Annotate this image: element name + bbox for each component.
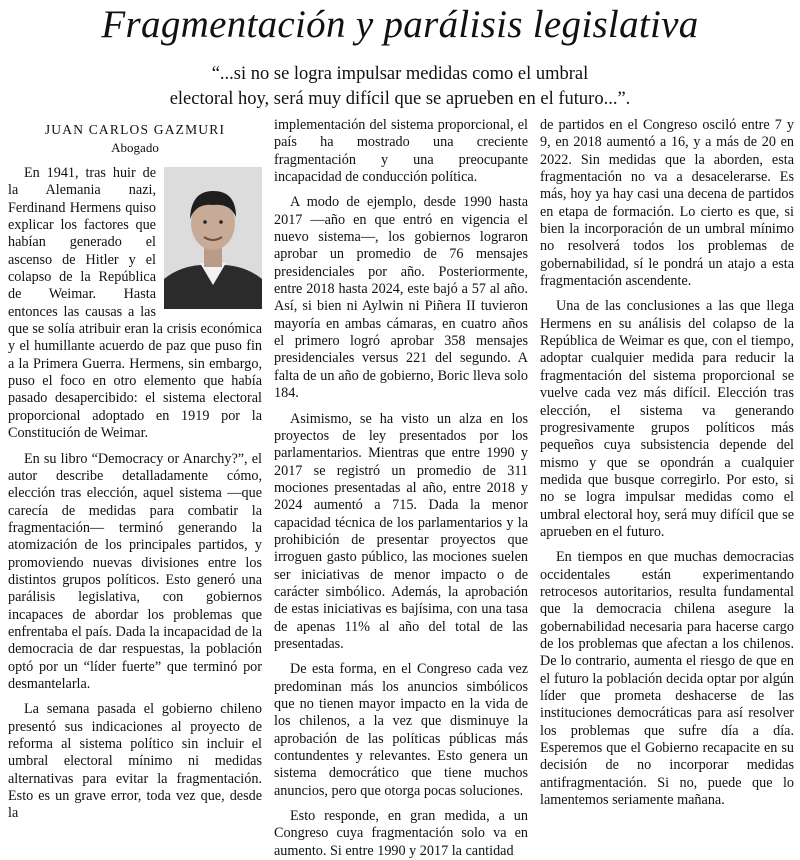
author-role: Abogado: [111, 140, 159, 155]
paragraph: De esta forma, en el Congreso cada vez predominan más los anuncios simbólicos que no tienen mayor impacto en la vida de los chilenos, a la vez que disminuye la aprobación de las políticas públicas más contundentes y relevantes. Esto genera un sistema democrático que tiene muchos anuncios, pero que otorga pocas soluciones.: [274, 661, 528, 799]
author-name: JUAN CARLOS GAZMURI: [44, 122, 226, 137]
paragraph: Una de las conclusiones a las que llega Hermens en su análisis del colapso de la República de Weimar es que, con el tiempo, adoptar cualquier medida para reducir la fragmentación del sistema proporcional se vuelve cada vez más difícil. Elección tras elección, el sistema va generando progresivamente grupos políticos más pequeños cuya subsistencia depende del mismo y que se opondrán a cualquier medida que busque corregirlo. Por esto, si no se logra impulsar medidas como el umbral electoral hoy, será muy difícil que se aprueben en el futuro.: [540, 298, 794, 540]
paragraph: [8, 165, 262, 443]
article-column-3: [540, 117, 794, 809]
article-column-2: [274, 117, 528, 859]
article-column-1: [8, 117, 262, 822]
paragraph: A modo de ejemplo, desde 1990 hasta 2017 —año en que entró en vigencia el nuevo sistema—, los gobiernos lograron aprobar un promedio de 76 mensajes presidenciales por año. Posteriormente, entre 2018 hasta 2024, este bajó a 57 al año. Así, si bien ni Aylwin ni Piñera II tuvieron mayoría en ambas cámaras, en cuatro años el primero logró aprobar 358 mensajes presidenciales versus 221 del segundo. A falta de un año de gobierno, Boric lleva solo 184.: [274, 194, 528, 402]
paragraph: Asimismo, se ha visto un alza en los proyectos de ley presentados por los parlamentarios. Mientras que entre 1990 y 2017 se registró un promedio de 311 mociones presentadas al año, entre 2018 y 2024 aumentó a 715. Dada la menor capacidad técnica de los parlamentarios y la prohibición de presentar proyectos que irroguen gasto público, las mociones suelen ser iniciativas de menor impacto o de carácter simbólico. Además, la aprobación de estas iniciativas es bajísima, con una tasa de apenas 11% al año del total de las presentadas.: [274, 410, 528, 652]
paragraph: de partidos en el Congreso osciló entre 7 y 9, en 2018 aumentó a 16, y a más de 20 en 2022. Sin medidas que la aborden, esta fragmentación no va a desacelerarse. Es más, hoy ya hay casi una decena de partidos en etapa de formación. Lo cierto es que, si bien la incorporación de un umbral mínimo no resolverá todos los problemas de gobernabilidad, sí le pondrá un atajo a esta fragmentación ascendente.: [540, 117, 794, 290]
article-title: Fragmentación y parálisis legislativa: [101, 3, 699, 46]
subtitle-line-2: electoral hoy, será muy difícil que se aprueben en el futuro...”.: [169, 89, 631, 109]
paragraph: En su libro “Democracy or Anarchy?”, el autor describe detalladamente cómo, elección tras elección, aquel sistema —que carecía de medidas para combatir la fragmentación— terminó generando la atomización de los principales partidos, y promoviendo nuevas divisiones entre los distintos grupos políticos. Esto generó una parálisis legislativa, con gobiernos incapaces de abordar los problemas que enfrentaba el país. Dada la incapacidad de la democracia de dar respuestas, la población optó por un “líder fuerte” que terminó por desmantelarla.: [8, 450, 262, 692]
subtitle-line-1: “...si no se logra impulsar medidas como el umbral: [211, 64, 589, 84]
paragraph: La semana pasada el gobierno chileno presentó sus indicaciones al proyecto de reforma al sistema político sin incluir el umbral electoral mínimo ni medidas alternativas para evitar la fragmentación. Esto es un grave error, toda vez que, desde la: [8, 701, 262, 822]
article-subtitle: [0, 62, 800, 112]
paragraph: implementación del sistema proporcional, el país ha mostrado una creciente fragmentación y una preocupante incapacidad de conducción política.: [274, 117, 528, 186]
paragraph: En tiempos en que muchas democracias occidentales están experimentando retrocesos autoritarios, resulta fundamental que la democracia chilena asegure la gobernabilidad necesaria para hacerse cargo de los problemas que afectan a los chilenos. De lo contrario, aumenta el riesgo de que en el futuro la población decida optar por algún líder que prometa deshacerse de las instituciones democráticas para así resolver los problemas que sufre día a día. Esperemos que el Gobierno recapacite en su decisión de no incorporar medidas antifragmentación. Si no, puede que lo lamentemos seriamente mañana.: [540, 549, 794, 809]
author-photo: [164, 167, 262, 309]
paragraph: Esto responde, en gran medida, a un Congreso cuya fragmentación solo va en aumento. Si entre 1990 y 2017 la cantidad: [274, 808, 528, 859]
paragraph-text: En 1941, tras huir de la Alemania nazi, Ferdinand Hermens quiso explicar los factores que habían generado el ascenso de Hitler y el colapso de la República de Weimar. Hasta entonces las causas a las que se solía atribuir eran la crisis económica y el humillante acuerdo de paz que puso fin a la Primera Guerra. Hermens, sin embargo, puso el foco en otro elemento que había pasado desapercibido: el sistema electoral proporcional adoptado en 1919 por la Constitución de Weimar.: [8, 165, 262, 442]
